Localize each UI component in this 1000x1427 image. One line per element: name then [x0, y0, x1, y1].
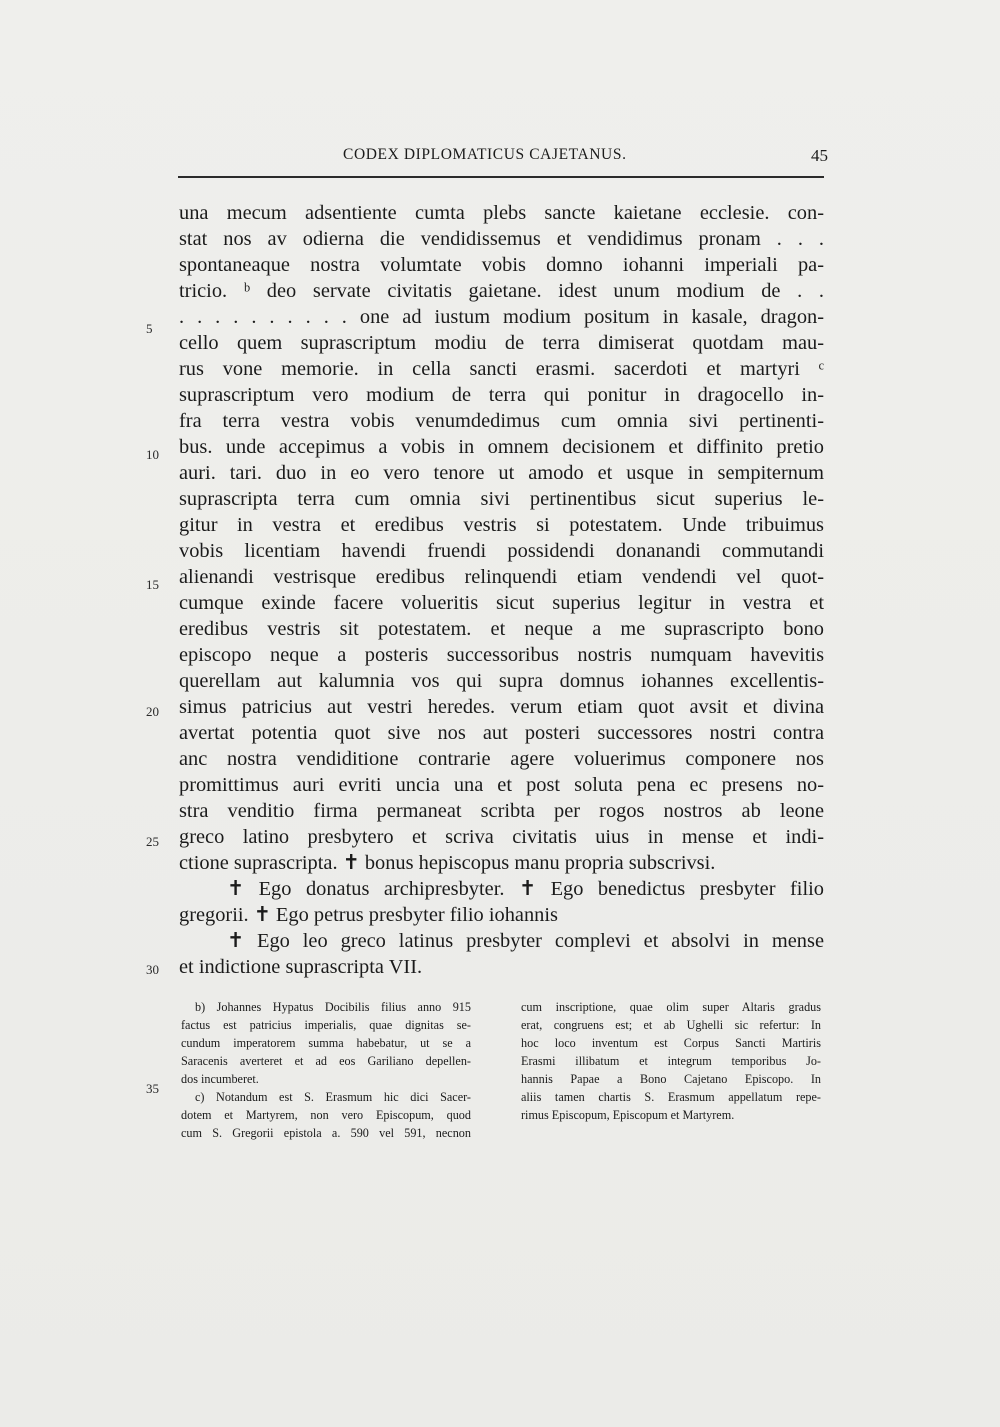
footnote-line: factus est patricius imperialis, quae dignitas se-	[181, 1018, 471, 1032]
header-rule	[178, 176, 824, 178]
text-line: episcopo neque a posteris successoribus nostris numquam havevitis	[179, 644, 824, 666]
footnote-line: dotem et Martyrem, non vero Episcopum, quod	[181, 1108, 471, 1122]
text-line: tricio. ᵇ deo servate civitatis gaietane. idest unum modium de . .	[179, 280, 824, 302]
line-number: 10	[146, 447, 159, 462]
text-line: eredibus vestris sit potestatem. et neque a me suprascripto bono	[179, 618, 824, 640]
page-header	[178, 146, 828, 170]
text-line: avertat potentia quot sive nos aut posteri successores nostri contra	[179, 722, 824, 744]
text-line: stra venditio firma permaneat scribta per rogos nostros ab leone	[179, 800, 824, 822]
page-number: 45	[811, 146, 828, 165]
text-line: spontaneaque nostra volumtate vobis domno iohanni imperiali pa-	[179, 254, 824, 276]
text-line: auri. tari. duo in eo vero tenore ut amodo et usque in sempiternum	[179, 462, 824, 484]
text-line: gregorii. ✝ Ego petrus presbyter filio iohannis	[179, 904, 558, 926]
line-number: 15	[146, 577, 159, 592]
text-line: . . . . . . . . . . one ad iustum modium positum in kasale, dragon-	[179, 306, 824, 328]
footnote-line: Saracenis averteret et ad eos Gariliano depellen-	[181, 1054, 471, 1068]
footnote-line: cundum imperatorem summa habebatur, ut se a	[181, 1036, 471, 1050]
line-number: 30	[146, 962, 159, 977]
text-line: ✝ Ego donatus archipresbyter. ✝ Ego benedictus presbyter filio	[227, 878, 824, 900]
text-line: et indictione suprascripta VII.	[179, 956, 423, 978]
footnote-column-right	[521, 998, 821, 1124]
footnote-column-left	[181, 998, 471, 1142]
text-line: querellam aut kalumnia vos qui supra domnus iohannes excellentis-	[179, 670, 824, 692]
footnote-line: hannis Papae a Bono Cajetano Episcopo. In	[521, 1072, 821, 1086]
text-line: vobis licentiam havendi fruendi possidendi donanandi commutandi	[179, 540, 824, 562]
line-number: 35	[146, 1081, 159, 1096]
footnote-line: aliis tamen chartis S. Erasmum appellatum repe-	[521, 1090, 821, 1104]
footnote-line: dos incumberet.	[181, 1072, 259, 1086]
footnote-line: Erasmi illibatum et integrum temporibus Jo-	[521, 1054, 821, 1068]
text-line: greco latino presbytero et scriva civitatis uius in mense et indi-	[179, 826, 824, 848]
text-line: alienandi vestrisque eredibus relinquendi etiam vendendi vel quot-	[179, 566, 824, 588]
text-line: anc nostra vendiditione contrarie agere voluerimus componere nos	[179, 748, 824, 770]
text-line: cumque exinde facere volueritis sicut superius legitur in vestra et	[179, 592, 824, 614]
text-line: ctione suprascripta. ✝ bonus hepiscopus manu propria subscrivsi.	[179, 852, 716, 874]
text-line: fra terra vestra vobis venumdedimus cum omnia sivi pertinenti-	[179, 410, 824, 432]
footnote-line: cum S. Gregorii epistola a. 590 vel 591, necnon	[181, 1126, 471, 1140]
charter-text	[179, 200, 829, 980]
text-line: stat nos av odierna die vendidissemus et vendidimus pronam . . .	[179, 228, 824, 250]
footnote-line: c) Notandum est S. Erasmum hic dici Sacer-	[195, 1090, 471, 1104]
footnote-line: b) Johannes Hypatus Docibilis filius anno 915	[195, 1000, 471, 1014]
text-line: ✝ Ego leo greco latinus presbyter complevi et absolvi in mense	[227, 930, 824, 952]
footnote-line: rimus Episcopum, Episcopum et Martyrem.	[521, 1108, 735, 1122]
footnote-line: cum inscriptione, quae olim super Altaris gradus	[521, 1000, 821, 1014]
footnote-line: hoc loco inventum est Corpus Sancti Martiris	[521, 1036, 821, 1050]
footnotes	[181, 998, 829, 1168]
text-line: suprascriptum vero modium de terra qui ponitur in dragocello in-	[179, 384, 824, 406]
text-line: simus patricius aut vestri heredes. verum etiam quot avsit et divina	[179, 696, 824, 718]
footnote-line: erat, congruens est; et ab Ughelli sic refertur: In	[521, 1018, 821, 1032]
text-line: rus vone memorie. in cella sancti erasmi. sacerdoti et martyri ᶜ	[179, 358, 824, 380]
text-line: bus. unde accepimus a vobis in omnem decisionem et diffinito pretio	[179, 436, 824, 458]
line-number: 5	[146, 321, 153, 336]
running-title: CODEX DIPLOMATICUS CAJETANUS.	[343, 146, 627, 163]
text-line: gitur in vestra et eredibus vestris si potestatem. Unde tribuimus	[179, 514, 824, 536]
text-line: cello quem suprascriptum modiu de terra dimiserat quotdam mau-	[179, 332, 824, 354]
line-number: 25	[146, 834, 159, 849]
text-line: promittimus auri evriti uncia una et post soluta pena ec presens no-	[179, 774, 824, 796]
line-number: 20	[146, 704, 159, 719]
text-line: suprascripta terra cum omnia sivi pertinentibus sicut superius le-	[179, 488, 824, 510]
text-line: una mecum adsentiente cumta plebs sancte kaietane ecclesie. con-	[179, 202, 824, 224]
